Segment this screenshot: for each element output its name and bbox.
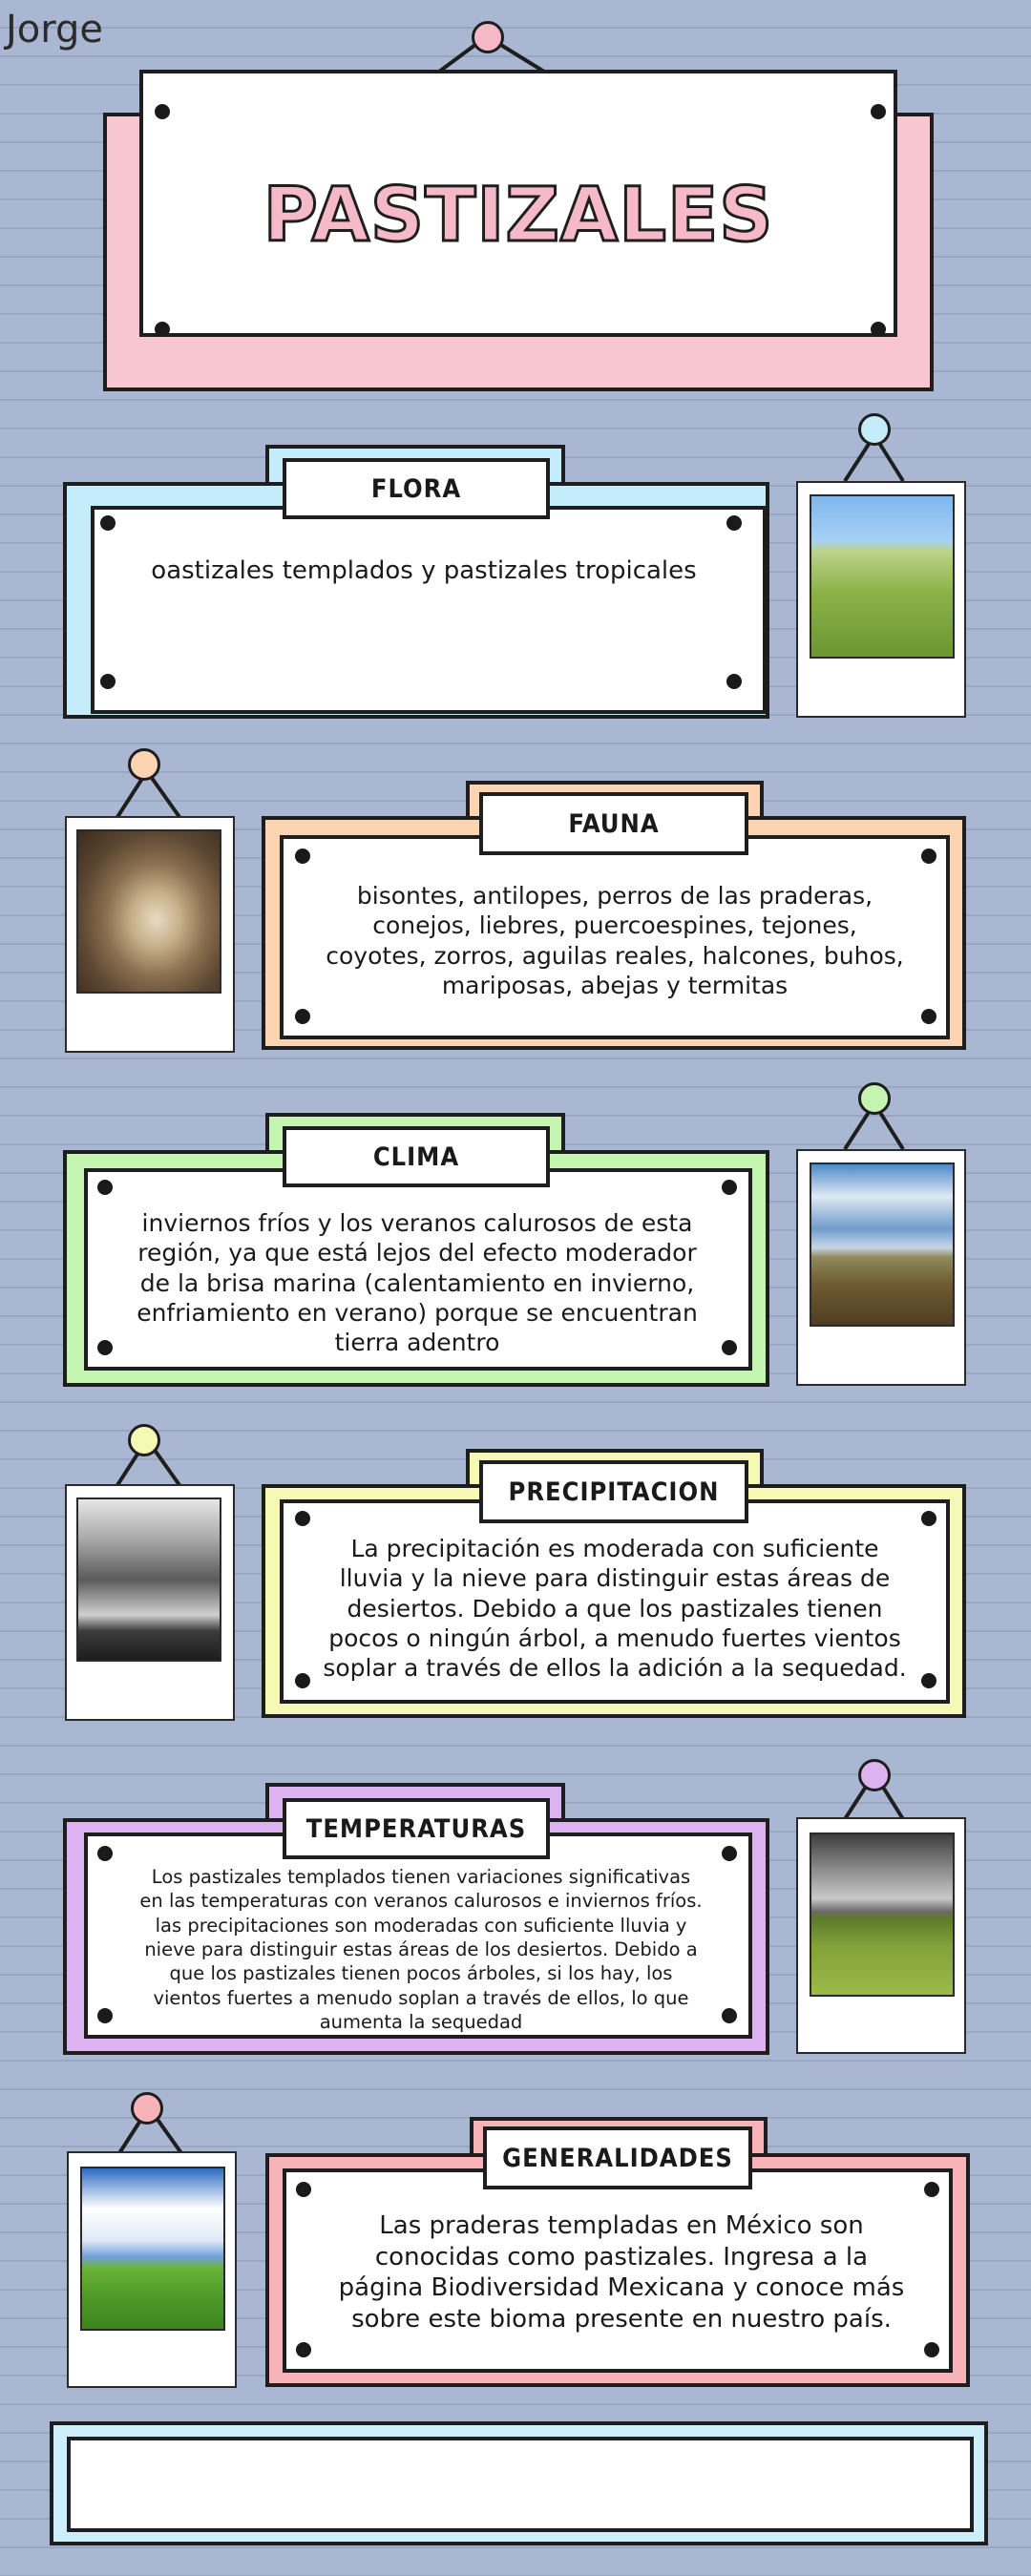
author-name: Jorge — [6, 8, 104, 52]
card-dot — [100, 674, 116, 689]
temperaturas-pin-icon — [858, 1759, 891, 1791]
generalidades-label: GENERALIDADES — [502, 2143, 733, 2173]
clima-photo-frame — [796, 1149, 966, 1386]
title-dot — [155, 104, 170, 119]
fauna-label: FAUNA — [568, 808, 660, 839]
flora-card — [91, 506, 767, 714]
card-dot — [97, 1180, 113, 1195]
title-dot — [155, 322, 170, 337]
temperaturas-tab — [283, 1798, 550, 1859]
card-dot — [296, 2182, 311, 2197]
prairie-dog-photo — [76, 829, 221, 994]
title-card — [139, 70, 897, 337]
precipitacion-label: PRECIPITACION — [508, 1476, 720, 1507]
card-dot — [100, 515, 116, 531]
card-dot — [295, 1673, 310, 1688]
clima-text: inviernos fríos y los veranos calurosos de esta región, ya que está lejos del efecto moderador de la brisa marina (calentamiento en invierno, enfriamiento en verano) porque se encuentran tierra adentro — [137, 1209, 698, 1356]
clima-card — [84, 1168, 752, 1371]
card-dot — [296, 2342, 311, 2357]
flora-photo-frame — [796, 481, 966, 718]
grazing-cattle-photo — [80, 2167, 225, 2331]
card-dot — [921, 1009, 936, 1024]
card-dot — [726, 515, 742, 531]
card-dot — [726, 674, 742, 689]
fauna-card — [280, 835, 950, 1039]
title-dot — [871, 322, 886, 337]
title-dot — [871, 104, 886, 119]
gray-storm-photo — [76, 1497, 221, 1662]
card-dot — [295, 848, 310, 864]
generalidades-card — [283, 2168, 953, 2373]
grass-field-photo — [810, 494, 955, 659]
card-dot — [295, 1009, 310, 1024]
card-dot — [295, 1511, 310, 1526]
temperaturas-label: TEMPERATURAS — [305, 1813, 527, 1844]
precipitacion-card — [280, 1499, 950, 1704]
precipitacion-photo-frame — [65, 1484, 235, 1721]
clima-tab — [283, 1126, 550, 1187]
card-dot — [722, 1340, 737, 1355]
flora-pin-icon — [858, 413, 891, 446]
green-meadow-photo — [810, 1833, 955, 1997]
precipitacion-text: La precipitación es moderada con suficiente lluvia y la nieve para distinguir estas áreas de desiertos. Debido a que los pastizales tienen pocos o ningún árbol, a menudo fuertes vientos soplar a través de ellos la adición a la sequedad. — [323, 1535, 907, 1682]
cloudy-savanna-photo — [810, 1162, 955, 1327]
generalidades-photo-frame — [67, 2151, 237, 2388]
card-dot — [924, 2342, 939, 2357]
precipitacion-tab — [479, 1460, 748, 1523]
title-pin-icon — [472, 21, 504, 53]
card-dot — [722, 2008, 737, 2023]
empty-box — [67, 2437, 974, 2532]
card-dot — [97, 1340, 113, 1355]
precipitacion-pin-icon — [128, 1424, 160, 1456]
card-dot — [921, 1673, 936, 1688]
flora-label: FLORA — [370, 473, 462, 504]
flora-text: oastizales templados y pastizales tropicales — [151, 556, 697, 585]
fauna-text: bisontes, antilopes, perros de las praderas, conejos, liebres, puercoespines, tejones, coyotes, zorros, aguilas reales, halcones, buhos, mariposas, abejas y termitas — [326, 882, 904, 999]
card-dot — [722, 1846, 737, 1861]
card-dot — [921, 1511, 936, 1526]
temperaturas-card — [84, 1833, 752, 2039]
card-dot — [97, 1846, 113, 1861]
fauna-photo-frame — [65, 816, 235, 1053]
temperaturas-photo-frame — [796, 1817, 966, 2054]
generalidades-pin-icon — [131, 2092, 163, 2125]
card-dot — [924, 2182, 939, 2197]
page-title: PASTIZALES — [263, 173, 774, 259]
clima-label: CLIMA — [372, 1141, 460, 1172]
card-dot — [921, 848, 936, 864]
fauna-tab — [479, 792, 748, 855]
clima-pin-icon — [858, 1082, 891, 1115]
generalidades-tab — [483, 2126, 752, 2189]
card-dot — [722, 1180, 737, 1195]
flora-tab — [283, 458, 550, 519]
fauna-pin-icon — [128, 748, 160, 781]
card-dot — [97, 2008, 113, 2023]
temperaturas-text: Los pastizales templados tienen variaciones significativas en las temperaturas con veranos calurosos e inviernos fríos. las precipitaciones son moderadas con suficiente lluvia y nieve para distinguir estas áreas de los desiertos. Debido a que los pastizales tienen pocos árboles, si los hay, los vientos fuertes a menudo soplan a través de ellos, lo que aumenta la sequedad — [139, 1866, 703, 2034]
generalidades-text: Las praderas templadas en México son conocidas como pastizales. Ingresa a la página Biodiversidad Mexicana y conoce más sobre este bioma presente en nuestro país. — [338, 2211, 905, 2334]
